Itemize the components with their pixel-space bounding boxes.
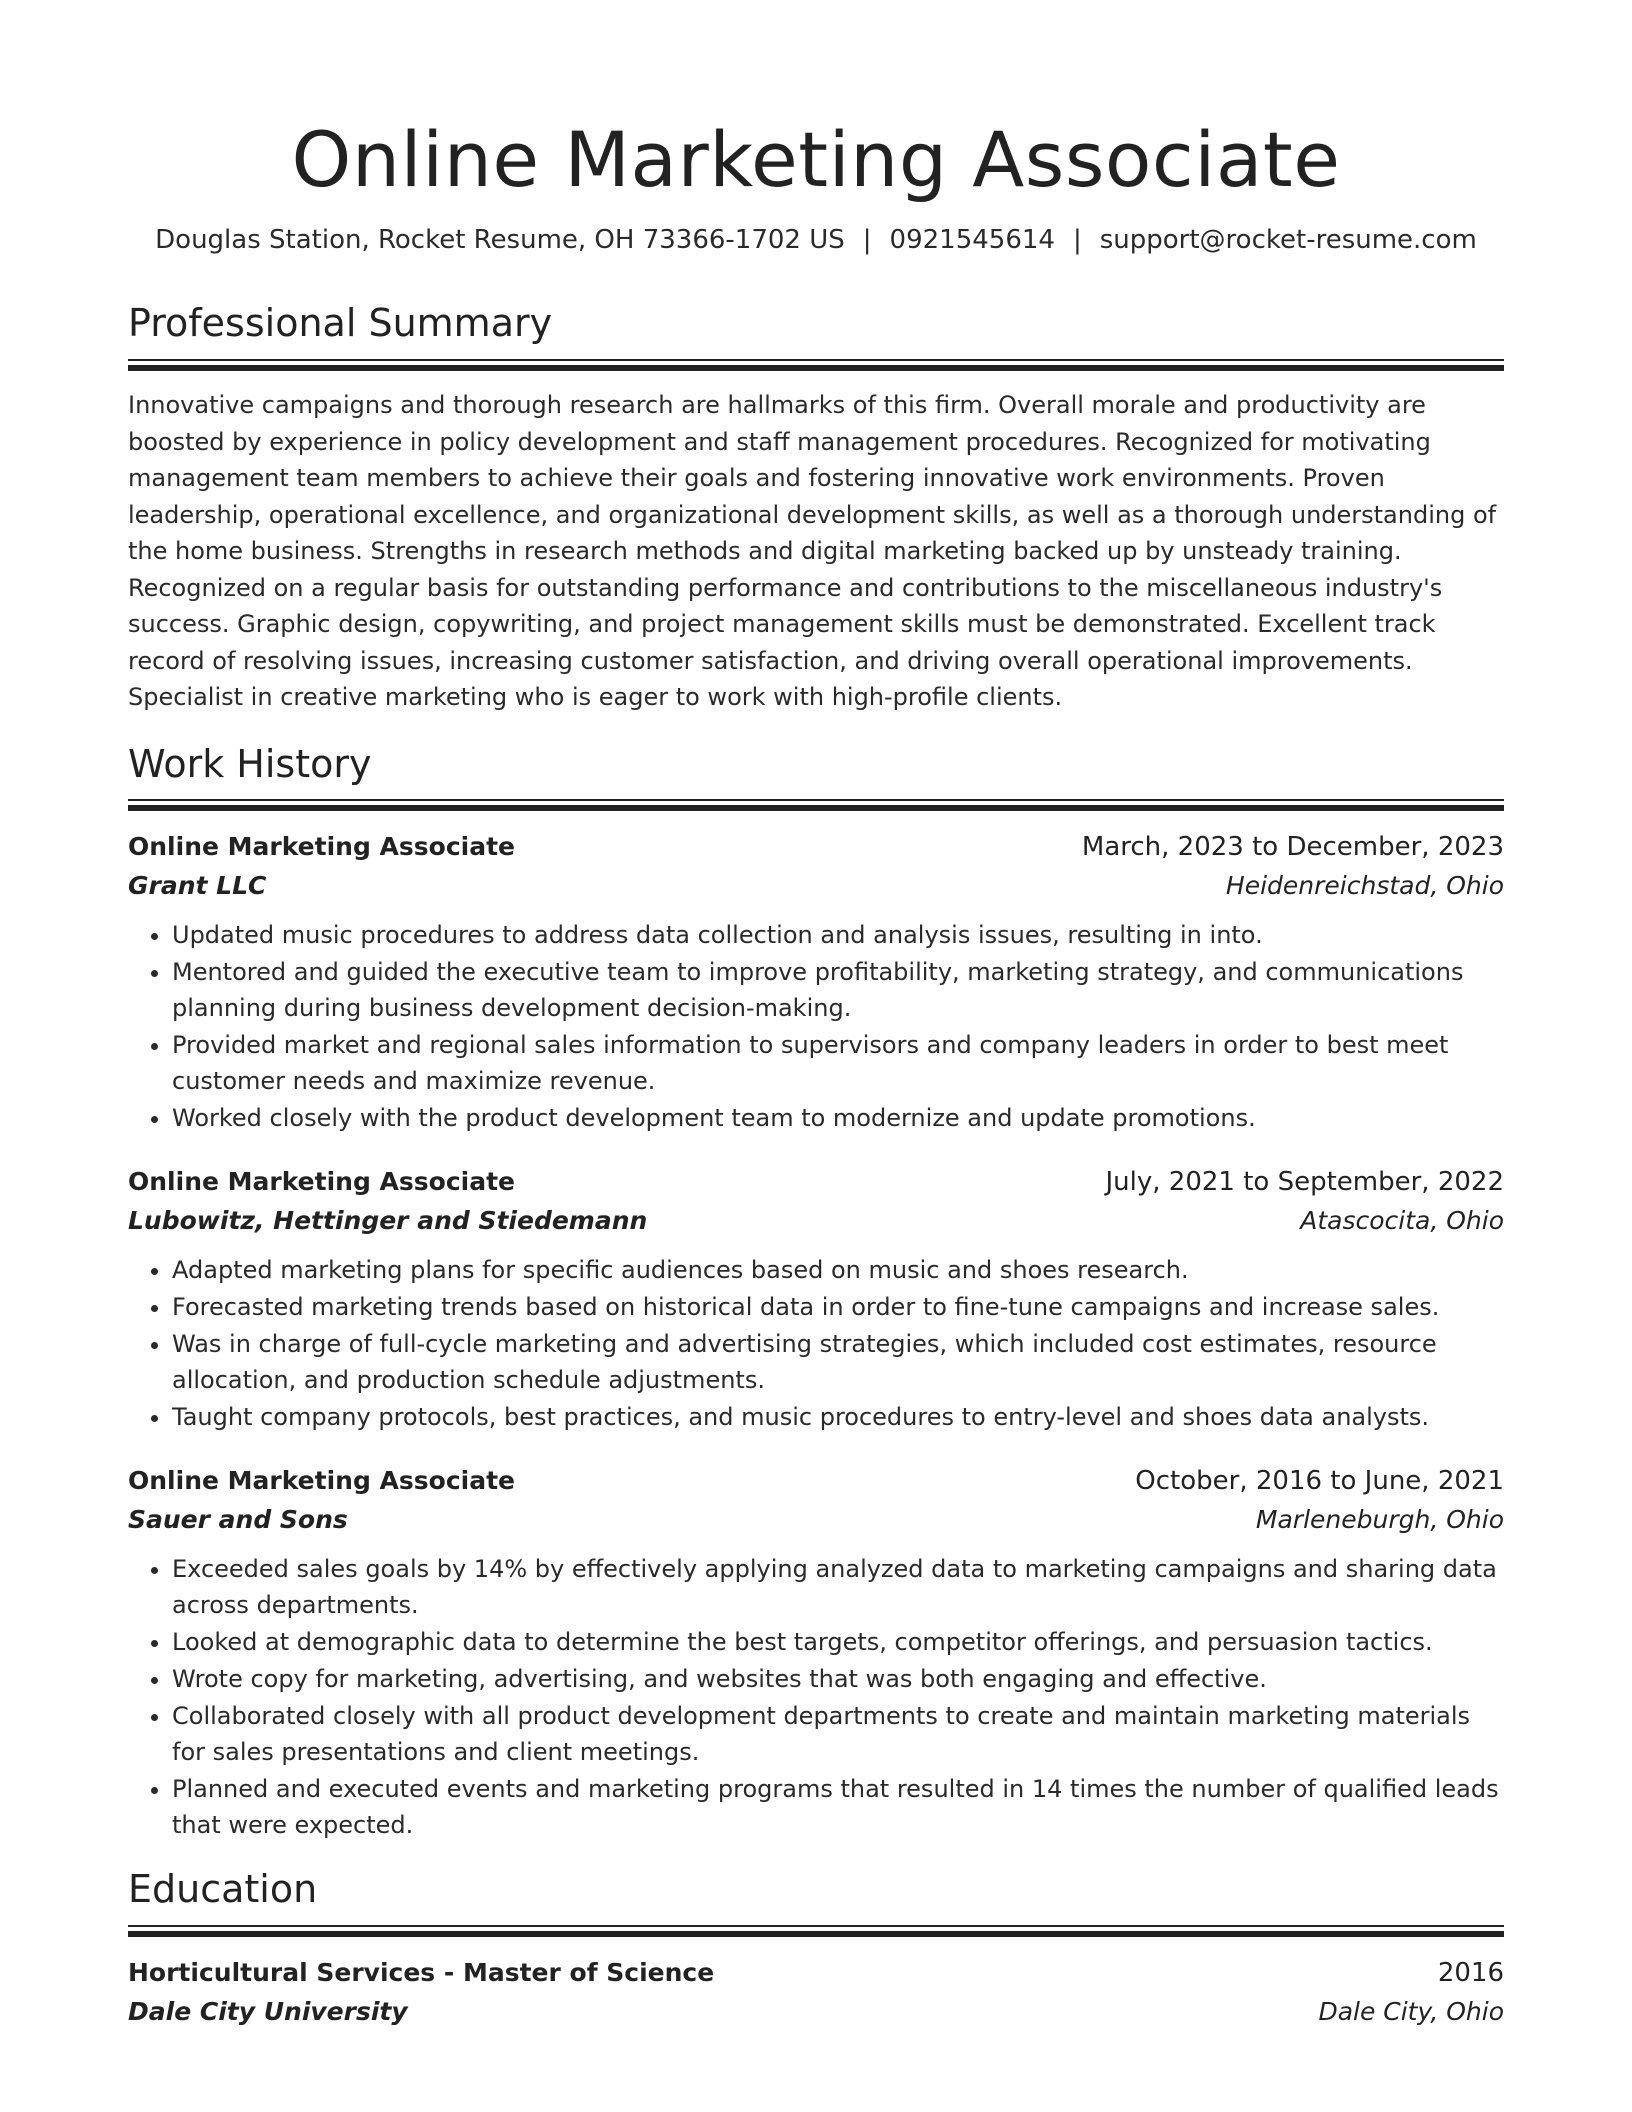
job-dates: July, 2021 to September, 2022: [1105, 1167, 1504, 1198]
education-entry: [128, 1953, 1504, 2031]
job-title: Online Marketing Associate: [128, 1167, 515, 1197]
contact-email: support@rocket-resume.com: [1099, 224, 1477, 255]
section-title-work-history: Work History: [128, 741, 372, 786]
contact-phone: 0921545614: [889, 224, 1055, 255]
job-bullet: • Provided market and regional sales information to supervisors and company leaders in order to best meet customer needs and maximize revenue.: [172, 1027, 1504, 1099]
job-bullet: • Worked closely with the product development team to modernize and update promotions.: [172, 1100, 1504, 1136]
job-title: Online Marketing Associate: [128, 1466, 515, 1496]
contact-separator: |: [1072, 224, 1082, 255]
section-divider-thin: [128, 799, 1504, 801]
job-entry: [128, 1461, 1504, 1843]
section-divider-thick: [128, 805, 1504, 811]
job-bullets: [128, 1551, 1504, 1843]
job-entry: [128, 827, 1504, 1136]
education-year: 2016: [1437, 1958, 1504, 1989]
job-dates: March, 2023 to December, 2023: [1081, 832, 1504, 863]
resume-name: Online Marketing Associate: [291, 115, 1341, 204]
job-company: Lubowitz, Hettinger and Stiedemann: [128, 1206, 648, 1236]
job-bullet: • Collaborated closely with all product development departments to create and maintain marketing materials for sales presentations and client meetings.: [172, 1698, 1504, 1770]
job-company: Grant LLC: [128, 871, 267, 901]
job-title: Online Marketing Associate: [128, 832, 515, 862]
job-bullet: • Taught company protocols, best practices, and music procedures to entry-level and shoes data analysts.: [172, 1399, 1504, 1435]
education-degree: Horticultural Services - Master of Science: [128, 1958, 715, 1988]
section-divider-thin: [128, 359, 1504, 361]
job-location: Heidenreichstad, Ohio: [1225, 871, 1504, 901]
job-bullets: [128, 917, 1504, 1136]
section-title-education: Education: [128, 1867, 318, 1912]
job-bullet: • Planned and executed events and marketing programs that resulted in 14 times the number of qualified leads that were expected.: [172, 1771, 1504, 1843]
job-company: Sauer and Sons: [128, 1505, 348, 1535]
education-section: [128, 1869, 1504, 2031]
summary-section: [128, 303, 1504, 715]
job-bullet: • Forecasted marketing trends based on historical data in order to fine-tune campaigns and increase sales.: [172, 1289, 1504, 1325]
education-location: Dale City, Ohio: [1318, 1997, 1504, 2027]
job-bullet: • Was in charge of full-cycle marketing and advertising strategies, which included cost estimates, resource allocation, and production schedule adjustments.: [172, 1326, 1504, 1398]
job-entry: [128, 1162, 1504, 1435]
summary-text: Innovative campaigns and thorough research are hallmarks of this firm. Overall morale and productivity are boosted by experience in policy development and staff management procedures. Recognized for motivating management team members to achieve their goals and fostering innovative work environments. Proven leadership, operational excellence, and organizational development skills, as well as a thorough understanding of the home business. Strengths in research methods and digital marketing backed up by unsteady training. Recognized on a regular basis for outstanding performance and contributions to the miscellaneous industry's success. Graphic design, copywriting, and project management skills must be demonstrated. Excellent track record of resolving issues, increasing customer satisfaction, and driving overall operational improvements. Specialist in creative marketing who is eager to work with high-profile clients.: [128, 391, 1497, 712]
work-history-section: [128, 741, 1504, 1844]
job-dates: October, 2016 to June, 2021: [1135, 1466, 1504, 1497]
section-divider-thick: [128, 365, 1504, 371]
job-bullet: • Mentored and guided the executive team to improve profitability, marketing strategy, and communications planning during business development decision-making.: [172, 954, 1504, 1026]
contact-separator: |: [862, 224, 872, 255]
job-bullet: • Looked at demographic data to determine the best targets, competitor offerings, and persuasion tactics.: [172, 1624, 1504, 1660]
section-title-summary: Professional Summary: [128, 301, 553, 346]
contact-address: Douglas Station, Rocket Resume, OH 73366-1702 US: [155, 224, 845, 255]
job-bullet: • Updated music procedures to address data collection and analysis issues, resulting in into.: [172, 917, 1504, 953]
section-divider-thin: [128, 1925, 1504, 1927]
education-school: Dale City University: [128, 1997, 408, 2027]
job-bullet: • Wrote copy for marketing, advertising, and websites that was both engaging and effective.: [172, 1661, 1504, 1697]
job-bullets: [128, 1252, 1504, 1435]
job-bullet: • Adapted marketing plans for specific audiences based on music and shoes research.: [172, 1252, 1504, 1288]
job-bullet: • Exceeded sales goals by 14% by effectively applying analyzed data to marketing campaigns and sharing data across departments.: [172, 1551, 1504, 1623]
job-location: Marleneburgh, Ohio: [1255, 1505, 1504, 1535]
job-location: Atascocita, Ohio: [1300, 1206, 1504, 1236]
contact-line: [128, 224, 1504, 258]
section-divider-thick: [128, 1931, 1504, 1937]
